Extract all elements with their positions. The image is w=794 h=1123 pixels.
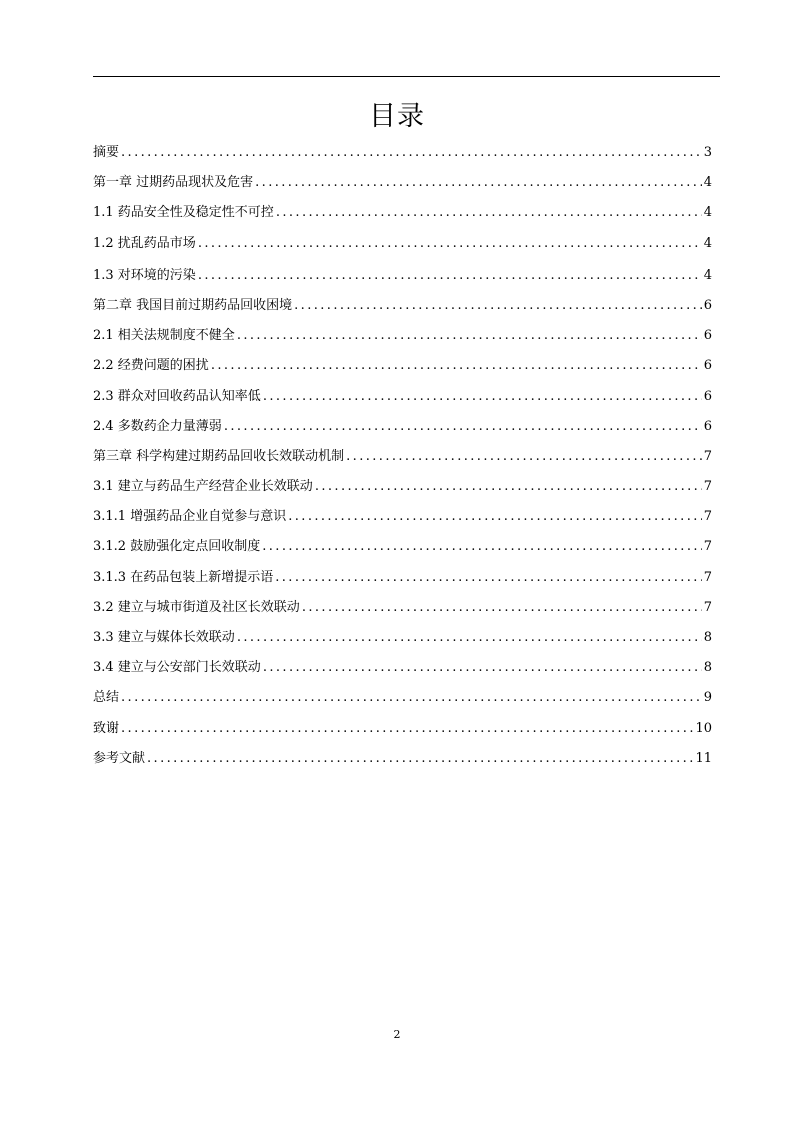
toc-entry-page: 4 [703,175,712,191]
toc-entry-summary[interactable] [93,688,712,718]
toc-entry-label: 1.3 对环境的污染 [93,267,196,283]
toc-entry-page: 7 [703,569,712,585]
toc-entry-page: 4 [703,267,712,283]
toc-entry-1-3[interactable] [93,266,712,296]
toc-entry-page: 7 [703,448,712,464]
toc-entry-page: 7 [703,479,712,495]
page-number: 2 [393,1028,401,1041]
toc-entry-label: 3.3 建立与媒体长效联动 [93,630,235,645]
toc-leader-dots [276,203,702,223]
toc-entry-label: 3.1.2 鼓励强化定点回收制度 [93,539,261,555]
toc-leader-dots [211,356,702,376]
toc-entry-chapter-2[interactable] [93,296,712,326]
toc-entry-2-2[interactable] [93,356,712,386]
toc-leader-dots [198,234,702,254]
toc-leader-dots [262,537,702,557]
toc-entry-page: 7 [703,509,712,525]
toc-leader-dots [255,173,702,193]
toc-leader-dots [224,417,702,437]
toc-entry-label: 3.2 建立与城市街道及社区长效联动 [93,599,300,615]
toc-entry-label: 1.2 扰乱药品市场 [93,235,196,251]
toc-leader-dots [275,568,702,588]
toc-entry-page: 6 [703,297,712,313]
toc-entry-3-1-2[interactable] [93,537,712,567]
toc-entry-page: 7 [703,599,712,615]
header-rule [93,76,720,77]
toc-entry-page: 3 [703,145,712,160]
toc-entry-3-4[interactable] [93,658,712,688]
table-of-contents [93,143,712,779]
toc-entry-page: 6 [703,328,712,344]
toc-entry-page: 9 [703,690,712,706]
toc-entry-page: 6 [703,418,712,434]
toc-entry-3-3[interactable] [93,628,712,658]
toc-leader-dots [263,387,702,407]
toc-entry-references[interactable] [93,749,712,779]
toc-leader-dots [288,507,702,527]
toc-entry-label: 3.1.1 增强药品企业自觉参与意识 [93,509,287,525]
toc-entry-page: 11 [695,750,712,766]
toc-entry-1-1[interactable] [93,203,712,233]
toc-entry-chapter-3[interactable] [93,447,712,477]
toc-leader-dots [237,628,702,648]
toc-entry-page: 7 [703,539,712,555]
toc-entry-2-4[interactable] [93,417,712,447]
toc-entry-page: 6 [703,388,712,404]
toc-entry-label: 致谢 [93,720,120,736]
toc-entry-acknowledgements[interactable] [93,719,712,749]
toc-entry-page: 8 [703,630,712,645]
toc-entry-3-2[interactable] [93,598,712,628]
toc-entry-1-2[interactable] [93,234,712,264]
page-title: 目录 [369,101,425,132]
toc-entry-label: 2.3 群众对回收药品认知率低 [93,388,261,404]
toc-leader-dots [315,477,702,497]
toc-leader-dots [237,326,702,346]
toc-leader-dots [121,719,693,739]
toc-entry-label: 3.1 建立与药品生产经营企业长效联动 [93,479,313,495]
toc-entry-page: 4 [703,235,712,251]
toc-leader-dots [263,658,702,678]
toc-entry-label: 第一章 过期药品现状及危害 [93,175,254,191]
toc-entry-label: 摘要 [93,145,120,160]
toc-entry-chapter-1[interactable] [93,173,712,203]
toc-entry-page: 10 [695,720,712,736]
toc-leader-dots [302,598,702,618]
toc-entry-label: 第二章 我国目前过期药品回收困境 [93,297,293,313]
toc-entry-label: 2.2 经费问题的困扰 [93,358,209,374]
toc-entry-page: 8 [703,660,712,676]
toc-entry-label: 1.1 药品安全性及稳定性不可控 [93,205,274,221]
toc-leader-dots [147,749,693,769]
toc-entry-label: 3.4 建立与公安部门长效联动 [93,660,261,676]
toc-leader-dots [294,296,702,316]
toc-entry-label: 2.1 相关法规制度不健全 [93,328,235,344]
toc-entry-label: 参考文献 [93,750,146,766]
toc-entry-label: 3.1.3 在药品包装上新增提示语 [93,569,274,585]
toc-entry-3-1[interactable] [93,477,712,507]
toc-leader-dots [346,447,702,467]
toc-leader-dots [121,688,702,708]
toc-entry-3-1-1[interactable] [93,507,712,537]
toc-entry-label: 第三章 科学构建过期药品回收长效联动机制 [93,448,345,464]
toc-entry-abstract[interactable] [93,143,712,173]
toc-entry-2-1[interactable] [93,326,712,356]
toc-leader-dots [198,266,702,286]
toc-entry-label: 2.4 多数药企力量薄弱 [93,418,222,434]
toc-entry-page: 6 [703,358,712,374]
toc-leader-dots [121,143,702,163]
toc-entry-label: 总结 [93,690,120,706]
toc-entry-2-3[interactable] [93,387,712,417]
toc-entry-page: 4 [703,205,712,221]
toc-entry-3-1-3[interactable] [93,568,712,598]
